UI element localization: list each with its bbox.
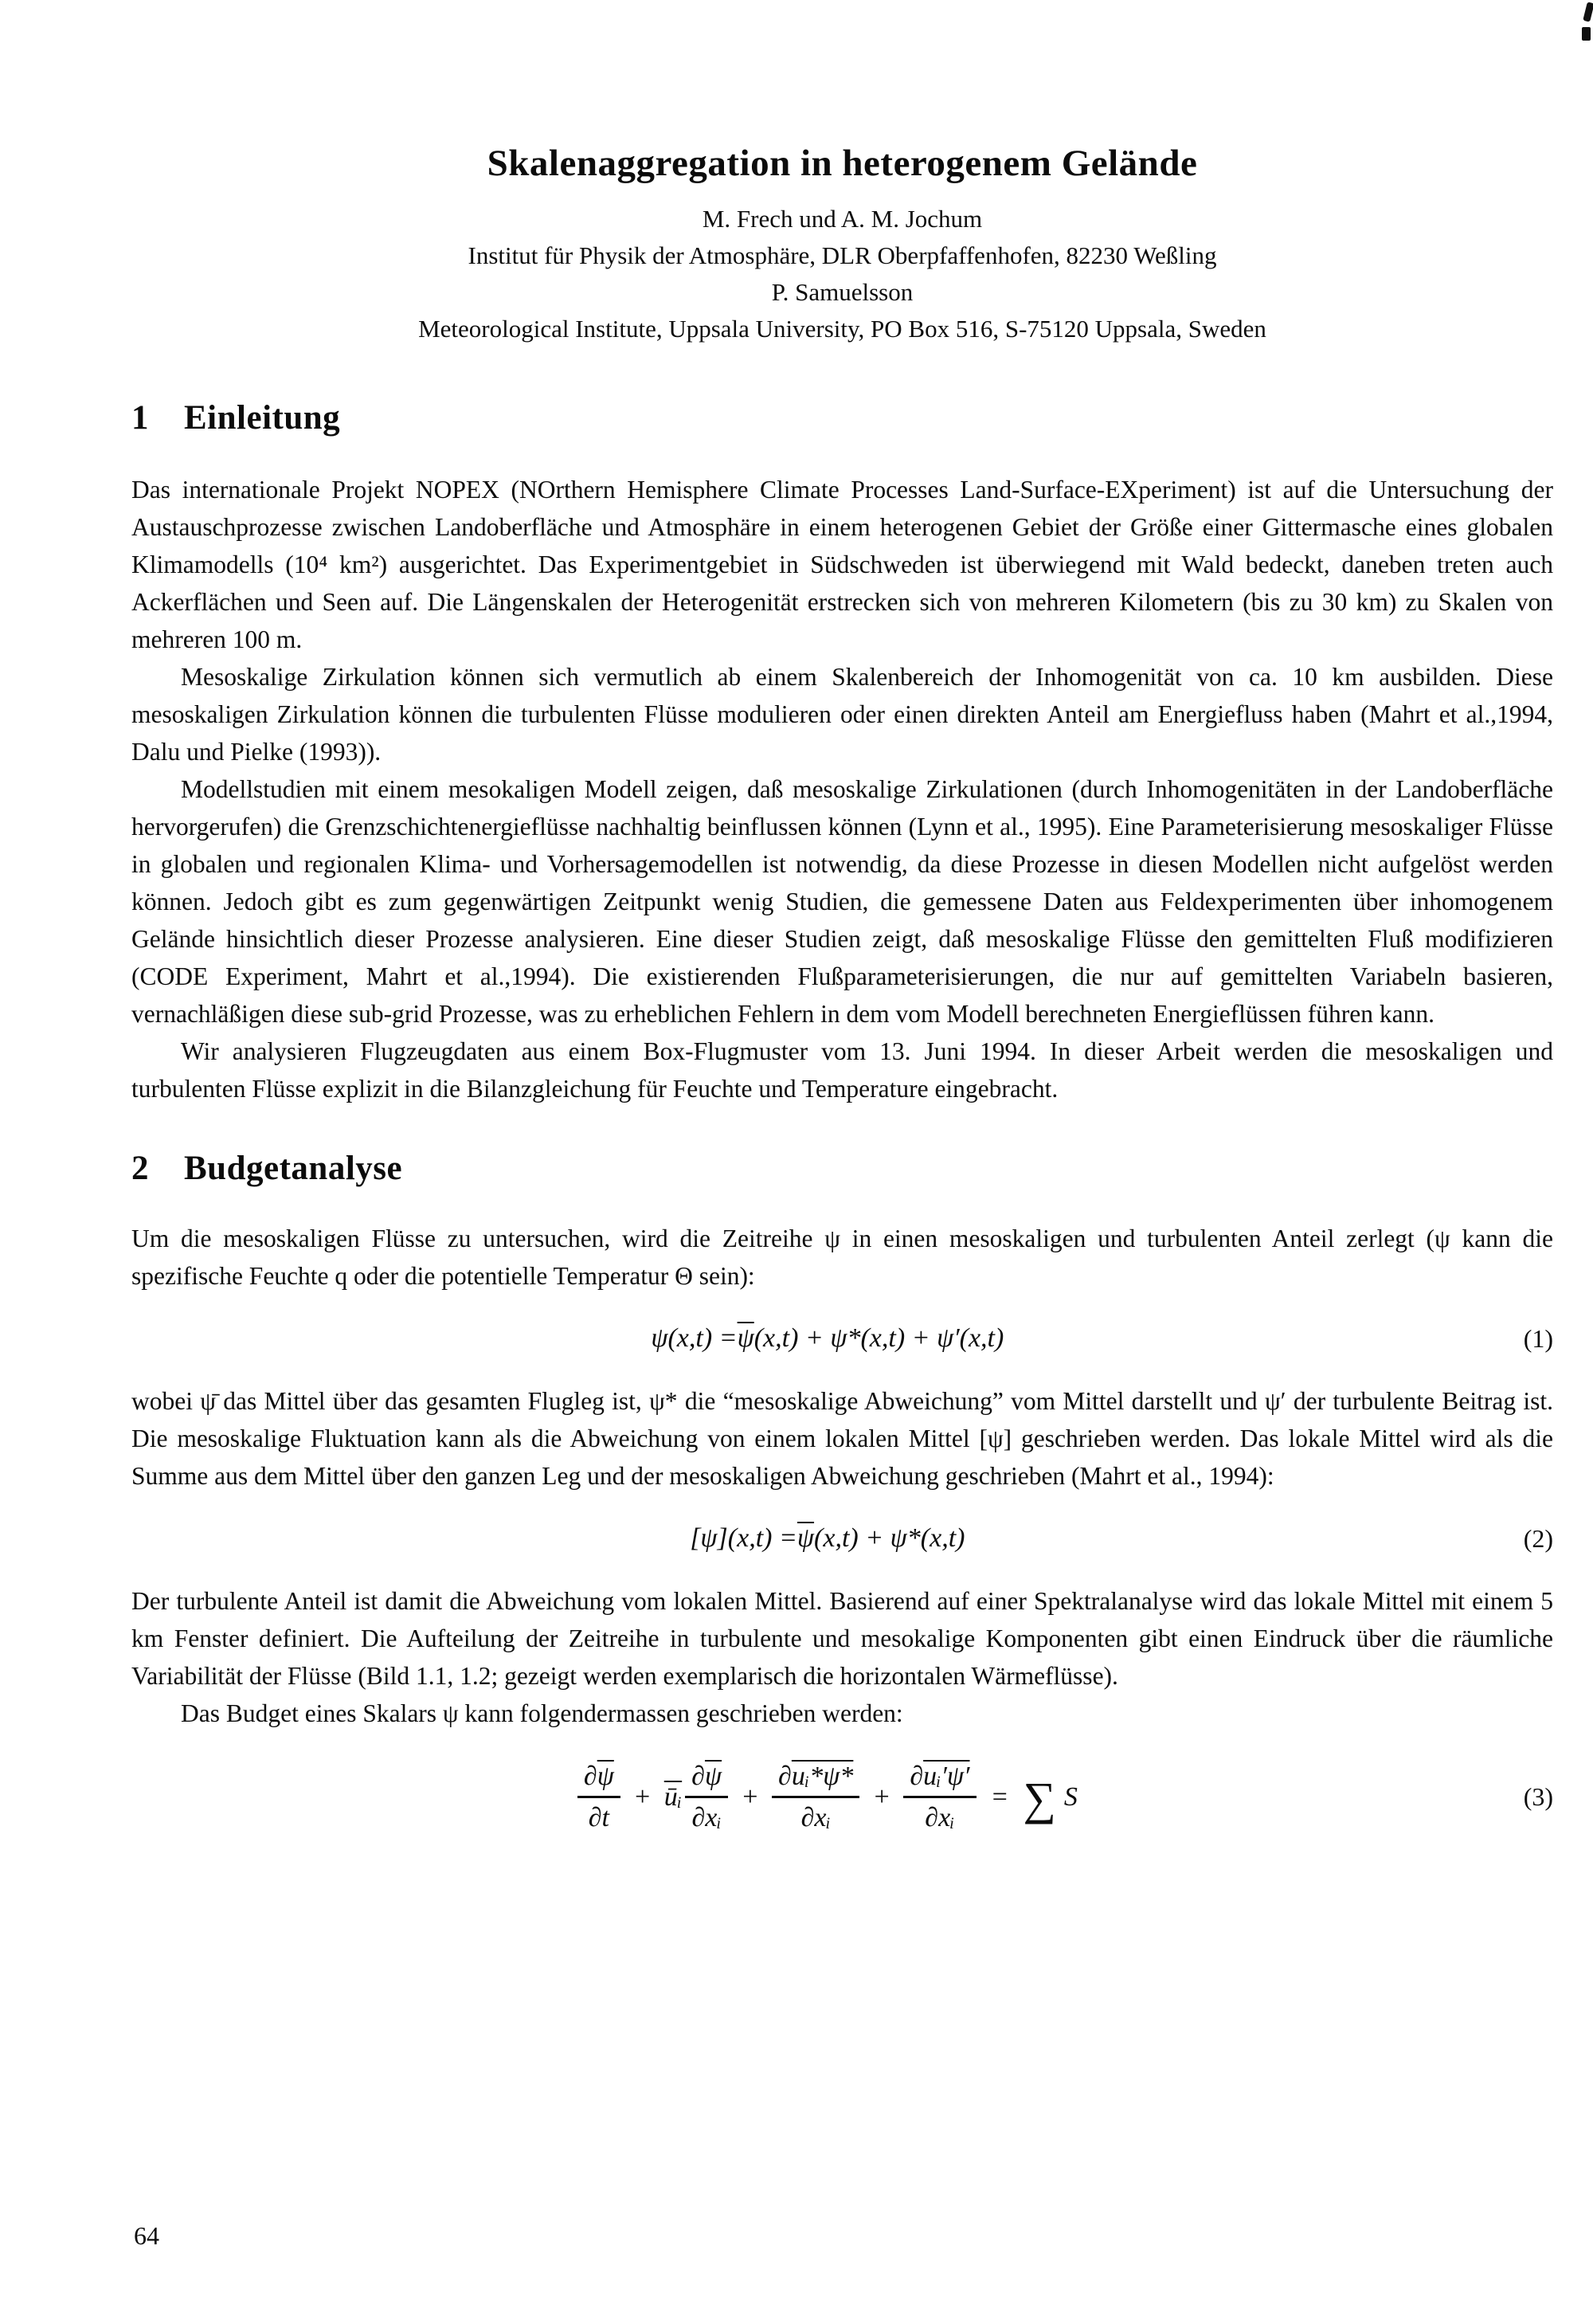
overlined-symbol: $\overline{\psi}$ bbox=[796, 1523, 815, 1553]
equation-body bbox=[131, 1523, 1524, 1554]
section-number: 1 bbox=[131, 399, 149, 437]
paragraph: Das internationale Projekt NOPEX (NOrthern Hemisphere Climate Processes Land-Surface-EXperiment) ist auf die Untersuchung der Austauschprozesse zwischen Landoberfläche und Atmosphäre in einem heterogenen Gebiet der Größe einer Gittermasche eines globalen Klimamodells (10⁴ km²) ausgerichtet. Das Experimentgebiet in Südschweden ist überwiegend mit Wald bedeckt, daneben treten auch Ackerflächen und Seen auf. Die Längenskalen der Heterogenität erstrecken sich von mehreren Kilometern (bis zu 30 km) zu Skalen von mehreren 100 m. bbox=[131, 476, 1553, 653]
overlined-symbol: $\overline{\psi}$ bbox=[597, 1762, 614, 1791]
paragraph: Modellstudien mit einem mesokaligen Modell zeigen, daß mesoskalige Zirkulationen (durch Inhomogenitäten in der Landoberfläche hervorgerufen) die Grenzschichtenergieflüsse nachhaltig beinflussen können (Lynn et al., 1995). Eine Parameterisierung mesoskaliger Flüsse in globalen und regionalen Klima- und Vorhersagemodellen ist notwendig, da diese Prozesse in diesen Modellen nicht aufgelöst werden können. Jedoch gibt es zum gegenwärtigen Zeitpunkt wenig Studien, die gemessene Daten aus Feldexperimenten über inhomogenem Gelände hinsichtlich dieser Prozesse analysieren. Eine dieser Studien zeigt, daß mesoskalige Flüsse den gemittelten Fluß modifizieren (CODE Experiment, Mahrt et al.,1994). Die existierenden Flußparameterisierungen, die nur auf gemittelten Variabeln basieren, vernachläßigen diese sub-grid Prozesse, was zu erheblichen Fehlern in dem vom Modell berechneten Energieflüssen führen kann. bbox=[131, 775, 1553, 1028]
section-number: 2 bbox=[131, 1150, 149, 1187]
section-title: Einleitung bbox=[184, 399, 341, 437]
denominator: ∂t bbox=[588, 1803, 609, 1833]
overlined-symbol: $\overline{\psi}$ bbox=[704, 1762, 722, 1791]
paragraph: Wir analysieren Flugzeugdaten aus einem Box-Flugmuster vom 13. Juni 1994. In dieser Arbeit werden die mesoskaligen und turbulenten Flüsse explizit in die Bilanzgleichung für Feuchte und Temperature eingebracht. bbox=[131, 1037, 1553, 1103]
plus-operator: + bbox=[872, 1781, 891, 1812]
equation-number: (1) bbox=[1523, 1323, 1553, 1353]
affiliation-line: Institut für Physik der Atmosphäre, DLR Oberpfaffenhofen, 82230 Weßling bbox=[468, 241, 1217, 269]
budget-equation bbox=[577, 1761, 1078, 1833]
denominator: ∂xᵢ bbox=[800, 1803, 831, 1833]
fraction bbox=[772, 1761, 859, 1833]
numerator bbox=[903, 1761, 976, 1798]
paragraph: Das Budget eines Skalars ψ kann folgendermassen geschrieben werden: bbox=[181, 1699, 903, 1727]
partial-symbol: ∂ bbox=[691, 1762, 705, 1791]
author-line: P. Samuelsson bbox=[771, 278, 914, 306]
paragraph: Mesoskalige Zirkulation können sich vermutlich ab einem Skalenbereich der Inhomogenität von ca. 10 km ausbilden. Diese mesoskaligen Zirkulation können die turbulenten Flüsse modulieren oder einen direkten Anteil am Energiefluss haben (Mahrt et al.,1994, Dalu und Pielke (1993)). bbox=[131, 663, 1553, 766]
fraction bbox=[577, 1761, 620, 1833]
author-line: M. Frech und A. M. Jochum bbox=[702, 205, 983, 233]
plus-operator: + bbox=[741, 1781, 760, 1812]
affiliation-line: Meteorological Institute, Uppsala University, PO Box 516, S-75120 Uppsala, Sweden bbox=[418, 315, 1266, 343]
scan-artifact bbox=[1582, 27, 1591, 41]
numerator bbox=[772, 1761, 859, 1798]
equation-fragment: [ψ](x,t) = bbox=[690, 1523, 797, 1553]
equation-1 bbox=[131, 1323, 1553, 1354]
numerator bbox=[685, 1761, 728, 1798]
overlined-flux-term: uᵢ*ψ* bbox=[791, 1762, 854, 1791]
equation-2 bbox=[131, 1523, 1553, 1554]
fraction bbox=[685, 1761, 728, 1833]
scan-artifact bbox=[1583, 2, 1593, 22]
partial-symbol: ∂ bbox=[778, 1762, 792, 1791]
equals-sign: = bbox=[990, 1781, 1009, 1812]
sum-symbol: ∑ bbox=[1023, 1772, 1056, 1824]
equation-body bbox=[131, 1761, 1524, 1833]
equation-fragment: ψ(x,t) = bbox=[651, 1323, 738, 1353]
denominator: ∂xᵢ bbox=[925, 1803, 955, 1833]
partial-symbol: ∂ bbox=[910, 1762, 924, 1791]
section-title: Budgetanalyse bbox=[184, 1150, 403, 1187]
section-heading-einleitung bbox=[131, 398, 1553, 437]
fraction bbox=[903, 1761, 976, 1833]
equation-number: (3) bbox=[1523, 1782, 1553, 1812]
denominator: ∂xᵢ bbox=[691, 1803, 722, 1833]
equation-fragment: (x,t) + ψ*(x,t) + ψ′(x,t) bbox=[753, 1323, 1004, 1353]
overlined-flux-term: uᵢ′ψ′ bbox=[923, 1762, 970, 1791]
mean-wind-coefficient: $\overline{ūᵢ}$ bbox=[663, 1781, 683, 1812]
author-block bbox=[131, 201, 1553, 347]
plus-operator: + bbox=[632, 1781, 652, 1812]
equation-fragment: (x,t) + ψ*(x,t) bbox=[814, 1523, 965, 1553]
equation-body bbox=[131, 1323, 1524, 1354]
paragraph: Der turbulente Anteil ist damit die Abweichung vom lokalen Mittel. Basierend auf einer Spektralanalyse wird das lokale Mittel mit einem 5 km Fenster definiert. Die Aufteilung der Zeitreihe in turbulente und mesokalige Komponenten gibt einen Eindruck über die räumliche Variabilität der Flüsse (Bild 1.1, 1.2; gezeigt werden exemplarisch die horizontalen Wärmeflüsse). bbox=[131, 1587, 1553, 1690]
source-term: S bbox=[1063, 1781, 1078, 1812]
paper-content bbox=[131, 0, 1553, 1862]
paragraph: wobei ψ̄ das Mittel über das gesamten Flugleg ist, ψ* die “mesoskalige Abweichung” vom Mittel darstellt und ψ′ der turbulente Beitrag ist. Die mesoskalige Fluktuation kann als die Abweichung von einem lokalen Mittel [ψ] geschrieben werden. Das lokale Mittel wird als die Summe aus dem Mittel über den ganzen Leg und der mesoskaligen Abweichung geschrieben (Mahrt et al., 1994): bbox=[131, 1387, 1553, 1490]
equation-3 bbox=[131, 1761, 1553, 1833]
numerator bbox=[577, 1761, 620, 1798]
overlined-symbol: $\overline{\psi}$ bbox=[737, 1323, 754, 1353]
equation-number: (2) bbox=[1523, 1523, 1553, 1553]
paper-title: Skalenaggregation in heterogenem Gelände bbox=[487, 143, 1198, 184]
partial-symbol: ∂ bbox=[583, 1762, 597, 1791]
section-heading-budgetanalyse bbox=[131, 1149, 1553, 1188]
paragraph: Um die mesoskaligen Flüsse zu untersuchen, wird die Zeitreihe ψ in einen mesoskaligen und turbulenten Anteil zerlegt (ψ kann die spezifische Feuchte q oder die potentielle Temperatur Θ sein): bbox=[131, 1225, 1553, 1290]
page-number: 64 bbox=[134, 2221, 159, 2250]
